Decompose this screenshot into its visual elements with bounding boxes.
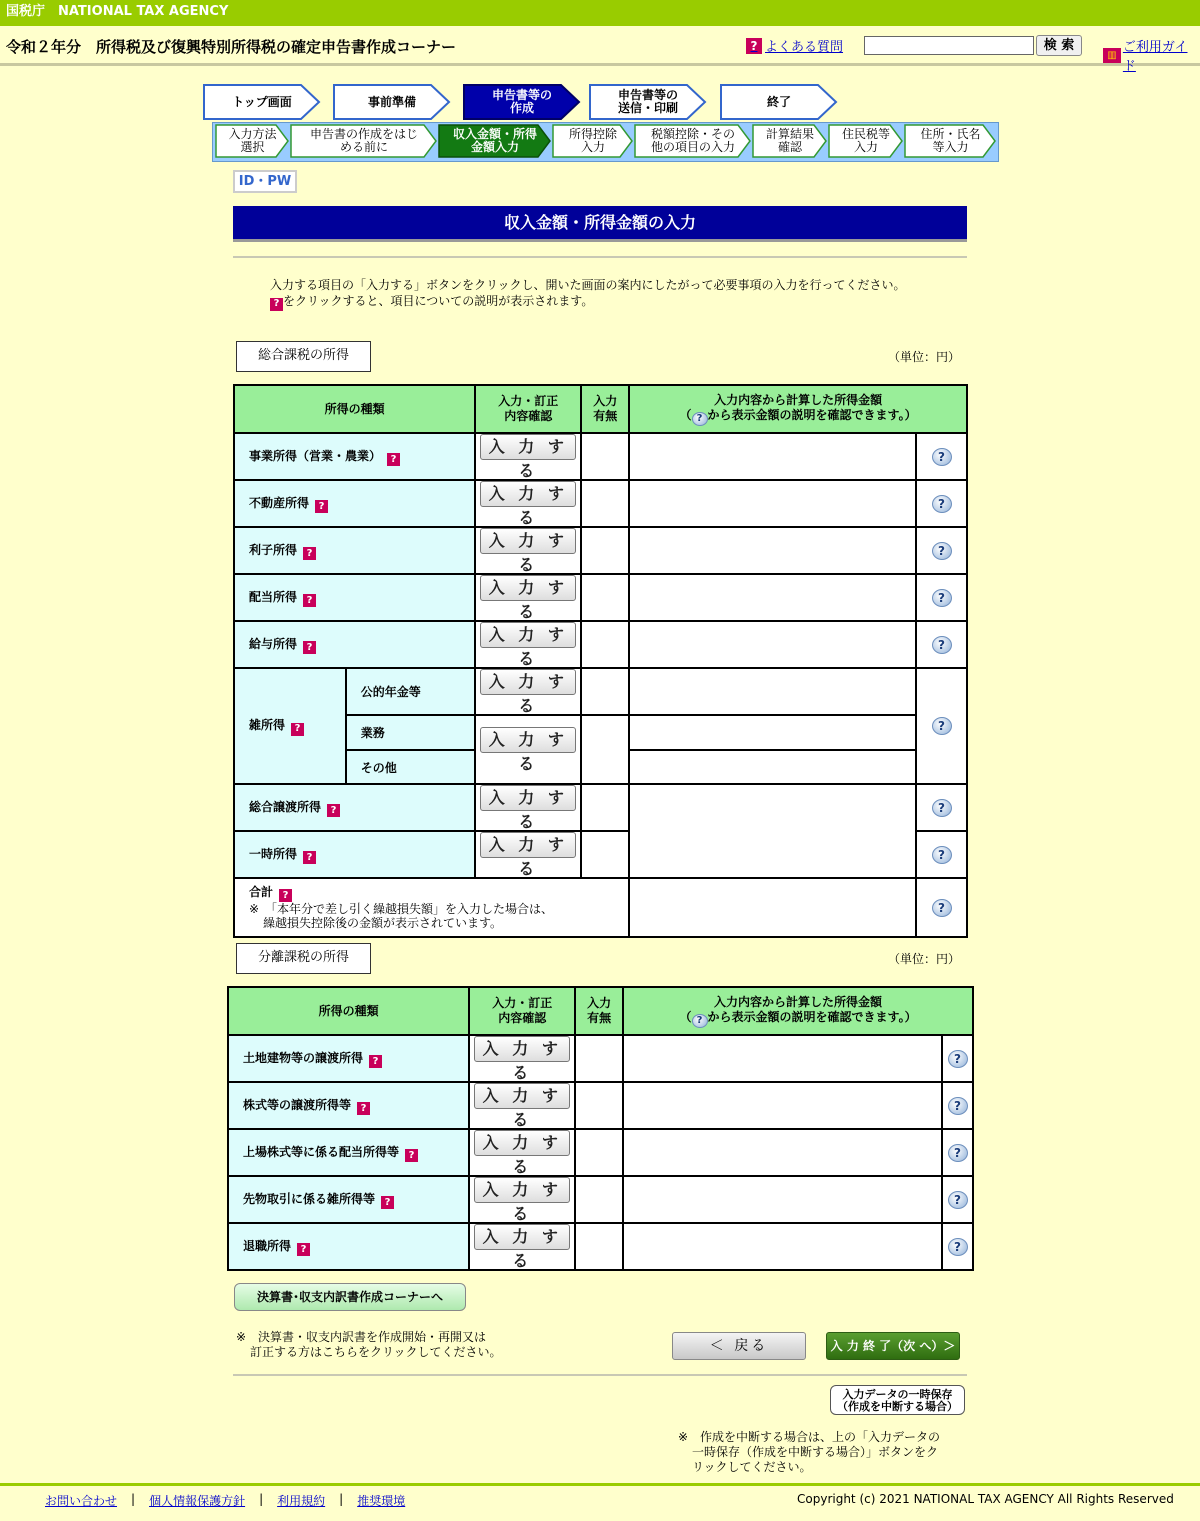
has-cell bbox=[575, 1223, 623, 1270]
table-row: 業務 入 力 す る bbox=[234, 715, 967, 750]
help-icon[interactable]: ? bbox=[932, 717, 952, 735]
table-row: 事業所得（営業・農業） ? 入 力 す る ? bbox=[234, 433, 967, 480]
step-label: 申告書等の 作成 bbox=[491, 88, 552, 115]
step-label: 申告書等の 送信・印刷 bbox=[617, 88, 678, 115]
input-button[interactable]: 入 力 す る bbox=[480, 481, 576, 507]
amount-cell bbox=[629, 574, 916, 621]
help-icon[interactable]: ? bbox=[932, 495, 952, 513]
input-button[interactable]: 入 力 す る bbox=[474, 1177, 570, 1203]
divider bbox=[233, 256, 967, 258]
substep-tax-credit[interactable]: 税額控除・その 他の項目の入力 bbox=[634, 124, 752, 158]
help-icon[interactable]: ? bbox=[932, 846, 952, 864]
bunri-table bbox=[227, 986, 974, 1271]
amount-cell bbox=[623, 1223, 942, 1270]
has-cell bbox=[575, 1129, 623, 1176]
amount-cell bbox=[629, 621, 916, 668]
help-icon[interactable]: ? bbox=[369, 1055, 382, 1068]
col-has: 入力 有無 bbox=[581, 385, 629, 433]
help-icon[interactable]: ? bbox=[303, 594, 316, 607]
amount-cell bbox=[623, 1082, 942, 1129]
col-has: 入力 有無 bbox=[575, 987, 623, 1035]
amount-cell bbox=[629, 668, 916, 715]
has-cell bbox=[581, 433, 629, 480]
help-icon: ? bbox=[746, 38, 762, 54]
amount-cell bbox=[629, 784, 916, 878]
amount-cell bbox=[629, 527, 916, 574]
table-header-row bbox=[228, 987, 973, 1035]
input-button[interactable]: 入 力 す る bbox=[474, 1224, 570, 1250]
substep-result[interactable]: 計算結果 確認 bbox=[752, 124, 828, 158]
substep-address[interactable]: 住所・氏名 等入力 bbox=[904, 124, 997, 158]
amount-cell bbox=[629, 715, 916, 750]
input-button[interactable]: 入 力 す る bbox=[480, 785, 576, 811]
help-icon[interactable]: ? bbox=[303, 851, 316, 864]
input-button[interactable]: 入 力 す る bbox=[480, 669, 576, 695]
help-icon[interactable]: ? bbox=[387, 453, 400, 466]
table-row: 利子所得 ? 入 力 す る ? bbox=[234, 527, 967, 574]
help-icon[interactable]: ? bbox=[932, 636, 952, 654]
help-icon[interactable]: ? bbox=[279, 889, 292, 902]
help-icon[interactable]: ? bbox=[303, 641, 316, 654]
amount-cell bbox=[629, 433, 916, 480]
help-icon[interactable]: ? bbox=[303, 547, 316, 560]
total-row: 合計 ? ※ 「本年分で差し引く繰越損失額」を入力した場合は、 繰越損失控除後の金額が表示されています。 ? bbox=[234, 878, 967, 937]
table-row: 上場株式等に係る配当所得等 ? 入 力 す る ? bbox=[228, 1129, 973, 1176]
help-icon: ? bbox=[692, 412, 708, 426]
input-button[interactable]: 入 力 す る bbox=[480, 575, 576, 601]
table-row: 給与所得 ? 入 力 す る ? bbox=[234, 621, 967, 668]
table-row: 株式等の譲渡所得等 ? 入 力 す る ? bbox=[228, 1082, 973, 1129]
input-button[interactable]: 入 力 す る bbox=[480, 434, 576, 460]
guide-link[interactable] bbox=[1103, 36, 1200, 74]
has-cell bbox=[581, 574, 629, 621]
agency-bar bbox=[0, 0, 1200, 26]
unit-label: （単位：円） bbox=[888, 350, 961, 364]
kessan-corner-button[interactable]: 決算書･収支内訳書作成コーナーへ bbox=[234, 1283, 466, 1311]
faq-link[interactable] bbox=[746, 36, 843, 55]
col-amount: 入力内容から計算した所得金額 （ ? から表示金額の説明を確認できます。） bbox=[623, 987, 973, 1035]
col-kind: 所得の種類 bbox=[228, 987, 469, 1035]
substep-income: 収入金額・所得 金額入力 bbox=[438, 124, 552, 158]
help-icon: ? bbox=[270, 298, 283, 311]
save-note: ※ 作成を中断する場合は、上の「入力データの 一時保存（作成を中断する場合）」ボタンをク リックしてください。 bbox=[678, 1430, 941, 1474]
has-cell bbox=[581, 527, 629, 574]
has-cell bbox=[575, 1035, 623, 1082]
help-icon[interactable]: ? bbox=[357, 1102, 370, 1115]
input-button[interactable]: 入 力 す る bbox=[474, 1130, 570, 1156]
col-amount: 入力内容から計算した所得金額 （ ? から表示金額の説明を確認できます。） bbox=[629, 385, 967, 433]
total-amount-cell bbox=[629, 878, 916, 937]
help-icon: ? bbox=[692, 1014, 708, 1028]
help-icon[interactable]: ? bbox=[948, 1191, 968, 1209]
help-icon[interactable]: ? bbox=[948, 1097, 968, 1115]
step-prepare[interactable] bbox=[333, 84, 451, 120]
search-input[interactable] bbox=[864, 36, 1034, 55]
help-icon[interactable]: ? bbox=[948, 1238, 968, 1256]
has-cell bbox=[581, 480, 629, 527]
back-button[interactable]: ＜ 戻る bbox=[672, 1332, 806, 1360]
step-label: トップ画面 bbox=[232, 94, 292, 109]
col-input: 入力・訂正 内容確認 bbox=[469, 987, 575, 1035]
amount-cell bbox=[623, 1176, 942, 1223]
input-button[interactable]: 入 力 す る bbox=[480, 727, 576, 753]
privacy-link[interactable]: 個人情報保護方針 bbox=[149, 1494, 246, 1508]
has-cell bbox=[581, 831, 629, 878]
terms-link[interactable]: 利用規約 bbox=[277, 1494, 326, 1508]
help-icon[interactable]: ? bbox=[932, 799, 952, 817]
environment-link[interactable]: 推奨環境 bbox=[357, 1494, 406, 1508]
input-button[interactable]: 入 力 す る bbox=[480, 622, 576, 648]
has-cell bbox=[581, 668, 629, 715]
amount-cell bbox=[623, 1129, 942, 1176]
substep-resident[interactable]: 住民税等 入力 bbox=[828, 124, 904, 158]
table-row: その他 bbox=[234, 750, 967, 784]
table-row: 不動産所得 ? 入 力 す る ? bbox=[234, 480, 967, 527]
step-send[interactable] bbox=[589, 84, 707, 120]
help-icon[interactable]: ? bbox=[948, 1050, 968, 1068]
section-label-sogo: 総合課税の所得 bbox=[236, 341, 371, 372]
has-cell bbox=[581, 621, 629, 668]
kessan-note: ※ 決算書・収支内訳書を作成開始・再開又は 訂正する方はこちらをクリックしてください。 bbox=[236, 1330, 502, 1359]
step-label: 終了 bbox=[766, 94, 791, 109]
divider bbox=[233, 1374, 967, 1376]
amount-cell bbox=[629, 750, 916, 784]
step-create bbox=[463, 84, 581, 120]
footer-links: お問い合わせ | 個人情報保護方針 | 利用規約 | 推奨環境 bbox=[45, 1492, 406, 1508]
step-label: 事前準備 bbox=[367, 94, 416, 109]
agency-name: 国税庁 NATIONAL TAX AGENCY bbox=[6, 4, 229, 19]
has-cell bbox=[581, 784, 629, 831]
unit-label: （単位：円） bbox=[888, 952, 961, 966]
table-row: 退職所得 ? 入 力 す る ? bbox=[228, 1223, 973, 1270]
amount-cell bbox=[629, 480, 916, 527]
section-label-bunri: 分離課税の所得 bbox=[236, 943, 371, 974]
help-icon[interactable]: ? bbox=[948, 1144, 968, 1162]
copyright: Copyright (c) 2021 NATIONAL TAX AGENCY All Rights Reserved bbox=[797, 1492, 1174, 1506]
faq-label: よくある質問 bbox=[765, 40, 844, 55]
help-icon[interactable]: ? bbox=[932, 899, 952, 917]
help-icon[interactable]: ? bbox=[932, 448, 952, 466]
help-icon[interactable]: ? bbox=[315, 500, 328, 513]
table-row: 雑所得 ? 公的年金等 入 力 す る ? bbox=[234, 668, 967, 715]
table-row: 一時所得 ? 入 力 す る ? bbox=[234, 831, 967, 878]
idpw-button[interactable]: ID・PW bbox=[233, 170, 297, 193]
has-cell bbox=[575, 1176, 623, 1223]
input-button[interactable]: 入 力 す る bbox=[480, 832, 576, 858]
step-finish[interactable] bbox=[720, 84, 838, 120]
next-button[interactable]: 入 力 終 了（次 へ）＞ bbox=[826, 1332, 960, 1360]
table-row: 先物取引に係る雑所得等 ? 入 力 す る ? bbox=[228, 1176, 973, 1223]
help-icon[interactable]: ? bbox=[405, 1149, 418, 1162]
page-title: 収入金額・所得金額の入力 bbox=[233, 206, 967, 242]
help-icon[interactable]: ? bbox=[932, 542, 952, 560]
table-row: 配当所得 ? 入 力 す る ? bbox=[234, 574, 967, 621]
search-button[interactable]: 検 索 bbox=[1036, 35, 1082, 56]
help-icon[interactable]: ? bbox=[381, 1196, 394, 1209]
help-icon[interactable]: ? bbox=[291, 723, 304, 736]
substep-deduction[interactable]: 所得控除 入力 bbox=[552, 124, 634, 158]
sogo-table bbox=[233, 384, 968, 938]
book-icon: ▥ bbox=[1103, 48, 1121, 63]
has-cell bbox=[575, 1082, 623, 1129]
input-button[interactable]: 入 力 す る bbox=[480, 528, 576, 554]
contact-link[interactable]: お問い合わせ bbox=[45, 1494, 118, 1508]
step-top[interactable] bbox=[203, 84, 321, 120]
help-icon[interactable]: ? bbox=[327, 804, 340, 817]
temp-save-button[interactable]: 入力データの一時保存 （作成を中断する場合） bbox=[830, 1385, 965, 1415]
substep-method[interactable]: 入力方法 選択 bbox=[215, 124, 290, 158]
table-header-row bbox=[234, 385, 967, 433]
input-button[interactable]: 入 力 す る bbox=[474, 1036, 570, 1062]
col-kind: 所得の種類 bbox=[234, 385, 475, 433]
table-row: 総合譲渡所得 ? 入 力 す る ? bbox=[234, 784, 967, 831]
has-cell bbox=[581, 715, 629, 784]
app-title: 令和２年分 所得税及び復興特別所得税の確定申告書作成コーナー bbox=[6, 38, 457, 56]
amount-cell bbox=[623, 1035, 942, 1082]
table-row: 土地建物等の譲渡所得 ? 入 力 す る ? bbox=[228, 1035, 973, 1082]
col-input: 入力・訂正 内容確認 bbox=[475, 385, 581, 433]
help-icon[interactable]: ? bbox=[932, 589, 952, 607]
guide-label: ご利用ガイド bbox=[1122, 40, 1188, 74]
help-icon[interactable]: ? bbox=[297, 1243, 310, 1256]
input-button[interactable]: 入 力 す る bbox=[474, 1083, 570, 1109]
intro-text: 入力する項目の「入力する」ボタンをクリックし、開いた画面の案内にしたがって必要事項の入力を行ってください。 ? をクリックすると、項目についての説明が表示されます。 bbox=[270, 278, 906, 309]
substep-before[interactable]: 申告書の作成をはじ める前に bbox=[290, 124, 438, 158]
